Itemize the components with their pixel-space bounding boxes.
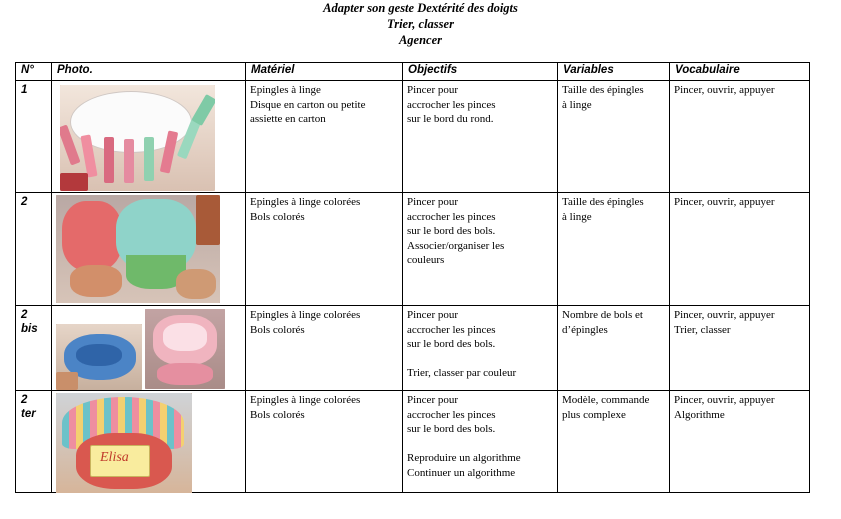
materiel-text: assiette en carton — [250, 113, 326, 125]
row-number — [16, 193, 52, 306]
column-header-num: N° — [16, 63, 52, 81]
variables-text: d’épingles — [562, 323, 608, 336]
table-header-row — [16, 63, 810, 81]
vocabulaire-cell — [670, 391, 810, 493]
materiel-text: Disque en carton ou petite — [250, 98, 366, 111]
photo-cell — [52, 306, 246, 391]
row-number — [16, 306, 52, 391]
objectifs-text: Associer/organiser les — [407, 239, 505, 252]
variables-cell — [558, 306, 670, 391]
column-header-vocabulaire: Vocabulaire — [670, 63, 810, 81]
materiel-text: Bols colorés — [250, 408, 305, 421]
row-number-text: 2 — [21, 196, 28, 208]
objectifs-text: Pincer pour — [407, 394, 459, 406]
column-header-objectifs: Objectifs — [403, 63, 558, 81]
objectifs-text: sur le bord des bols. — [407, 423, 496, 435]
materiel-text: Epingles à linge — [250, 84, 321, 96]
row-number — [16, 391, 52, 493]
objectifs-text: accrocher les pinces — [407, 98, 496, 111]
materiel-text: Bols colorés — [250, 323, 305, 336]
objectifs-text: sur le bord du rond. — [407, 113, 494, 125]
materiel-text: Bols colorés — [250, 210, 305, 223]
objectifs-text: sur le bord des bols. — [407, 338, 496, 350]
table-row — [16, 81, 810, 193]
vocabulaire-text: Pincer, ouvrir, appuyer — [674, 394, 775, 406]
objectifs-text: Trier, classer par couleur — [407, 367, 517, 379]
photo-colored-clothespins-bowls — [56, 195, 220, 303]
vocabulaire-text: Pincer, ouvrir, appuyer — [674, 84, 775, 96]
table-row — [16, 306, 810, 391]
variables-cell — [558, 193, 670, 306]
photo-cell — [52, 391, 246, 493]
objectifs-cell — [403, 306, 558, 391]
variables-text: Taille des épingles — [562, 196, 644, 208]
variables-text: Taille des épingles — [562, 84, 644, 96]
photo-cell — [52, 193, 246, 306]
photo-name-label: Elisa — [100, 450, 129, 465]
photo-paper-plate-clothespins — [60, 85, 215, 191]
table-row — [16, 193, 810, 306]
row-number-text: bis — [21, 323, 38, 335]
objectifs-spacer — [407, 352, 553, 367]
table-row — [16, 391, 810, 493]
header-line-3: Agencer — [398, 33, 443, 47]
vocabulaire-text: Pincer, ouvrir, appuyer — [674, 196, 775, 208]
objectifs-text: Continuer un algorithme — [407, 466, 516, 479]
row-number-text: 1 — [21, 84, 28, 96]
variables-cell — [558, 391, 670, 493]
objectifs-text: Pincer pour — [407, 196, 459, 208]
photo-pink-bowl — [145, 309, 225, 389]
variables-text: à linge — [562, 210, 592, 223]
materiel-text: Epingles à linge colorées — [250, 394, 361, 406]
column-header-variables: Variables — [558, 63, 670, 81]
objectifs-cell — [403, 81, 558, 193]
objectifs-text: accrocher les pinces — [407, 210, 496, 223]
materiel-text: Epingles à linge colorées — [250, 309, 361, 321]
vocabulaire-cell — [670, 193, 810, 306]
objectifs-text: Pincer pour — [407, 309, 459, 321]
materiel-cell — [246, 306, 403, 391]
vocabulaire-text: Pincer, ouvrir, appuyer — [674, 309, 775, 321]
column-header-photo: Photo. — [52, 63, 246, 81]
objectifs-text: accrocher les pinces — [407, 408, 496, 421]
objectifs-text: couleurs — [407, 254, 445, 266]
objectifs-text: sur le bord des bols. — [407, 225, 496, 237]
vocabulaire-cell — [670, 306, 810, 391]
column-header-materiel: Matériel — [246, 63, 403, 81]
header-line-2: Trier, classer — [387, 17, 454, 31]
materiel-text: Epingles à linge colorées — [250, 196, 361, 208]
row-number-text: ter — [21, 408, 36, 420]
objectifs-cell — [403, 193, 558, 306]
row-number — [16, 81, 52, 193]
variables-text: Modèle, commande — [562, 394, 650, 406]
vocabulaire-text: Algorithme — [674, 408, 725, 421]
photo-pattern-bowl-name — [56, 393, 192, 493]
variables-text: Nombre de bols et — [562, 309, 643, 321]
row-number-text: 2 — [21, 309, 28, 321]
materiel-cell — [246, 81, 403, 193]
row-number-text: 2 — [21, 394, 28, 406]
materiel-cell — [246, 193, 403, 306]
vocabulaire-cell — [670, 81, 810, 193]
vocabulaire-text: Trier, classer — [674, 323, 731, 336]
objectifs-text: accrocher les pinces — [407, 323, 496, 336]
header-line-1: Adapter son geste Dextérité des doigts — [323, 1, 518, 15]
objectifs-text: Reproduire un algorithme — [407, 452, 521, 464]
variables-cell — [558, 81, 670, 193]
photo-blue-bowl — [56, 324, 142, 390]
variables-text: à linge — [562, 98, 592, 111]
objectifs-text: Pincer pour — [407, 84, 459, 96]
materiel-cell — [246, 391, 403, 493]
objectifs-cell — [403, 391, 558, 493]
activities-table — [15, 62, 810, 493]
objectifs-spacer — [407, 437, 553, 452]
variables-text: plus complexe — [562, 408, 626, 421]
photo-cell — [52, 81, 246, 193]
